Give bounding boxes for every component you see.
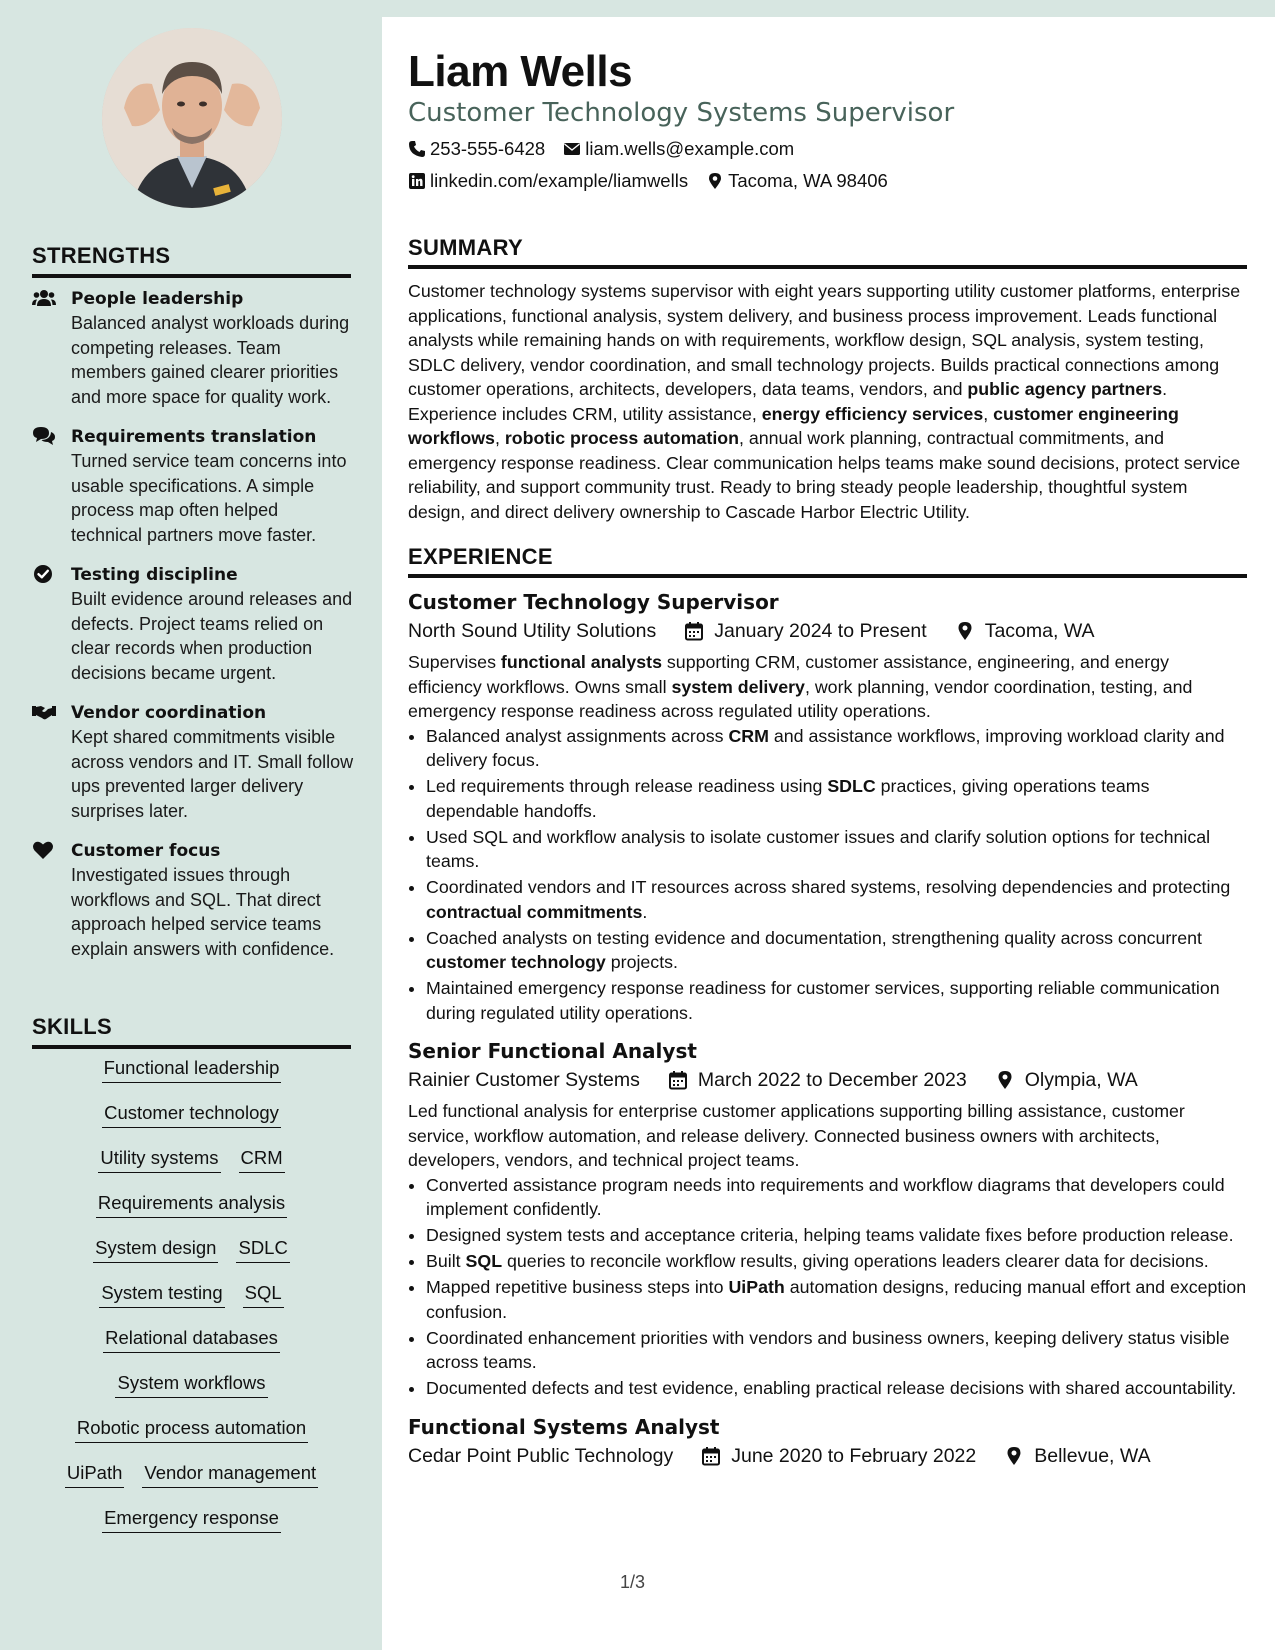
bullet-text: SDLC [827, 776, 876, 796]
strength-desc: Balanced analyst workloads during competing releases. Team members gained clearer priorities and more space for quality work. [71, 313, 350, 407]
bullet-item [426, 1326, 1247, 1375]
skill-row [32, 1507, 351, 1552]
bullet-text: contractual commitments [426, 901, 643, 922]
bullet-text: CRM [728, 725, 769, 746]
strength-desc: Investigated issues through workflows and SQL. That direct approach helped service teams explain answers with confidence. [71, 865, 335, 959]
skill-tag: Vendor management [142, 1462, 318, 1488]
job-entry [408, 1413, 1247, 1471]
bullet-item [426, 1275, 1247, 1324]
skill-tag: Functional leadership [102, 1057, 282, 1083]
map-pin-icon [706, 172, 724, 190]
bullet-text: Coached analysts on testing evidence and documentation, strengthening quality across concurrent [426, 927, 1202, 948]
bullet-text: practices, giving operations teams dependable handoffs. [426, 776, 1150, 821]
skill-row [32, 1282, 351, 1327]
summary-segment: energy efficiency services [761, 403, 984, 424]
skill-tag: SQL [243, 1282, 284, 1308]
bullet-text: automation designs, reducing manual effort and exception confusion. [426, 1277, 1247, 1322]
comments-icon [32, 426, 56, 446]
job-meta [408, 1065, 1247, 1095]
sidebar [0, 0, 382, 1650]
job-description [408, 1099, 1247, 1173]
skill-row [32, 1327, 351, 1372]
job-title: Senior Functional Analyst [408, 1039, 697, 1063]
skill-row [32, 1192, 351, 1237]
job-company: Cedar Point Public Technology [408, 1444, 674, 1467]
summary-segment: . Experience includes CRM, utility assistance, [408, 379, 1168, 424]
email-text: liam.wells@example.com [585, 138, 795, 159]
map-pin-icon [1004, 1446, 1024, 1466]
job-company: North Sound Utility Solutions [408, 620, 657, 642]
strength-item [32, 425, 354, 547]
job-location: Bellevue, WA [1034, 1444, 1151, 1467]
bullet-text: Designed system tests and acceptance criteria, helping teams validate fixes before production release. [426, 1225, 1234, 1245]
strength-item [32, 839, 354, 961]
skill-row [32, 1147, 351, 1192]
job-location: Olympia, WA [1024, 1069, 1138, 1091]
strength-item [32, 287, 354, 409]
summary-segment: , annual work planning, contractual commitments, and emergency response readiness. Clear communication helps teams make sound decisions, protect service reliability, and support community trust. Ready to bring steady people leadership, thoughtful system design, and direct delivery ownership to Cascade Harbor Electric Utility. [408, 428, 1241, 522]
strength-title: Customer focus [71, 841, 221, 861]
bullet-text: projects. [605, 952, 678, 972]
calendar-icon [684, 621, 704, 641]
email-contact[interactable] [563, 133, 794, 165]
skill-tag: System testing [99, 1282, 224, 1308]
job-bullets [408, 724, 1247, 1026]
skills-list [32, 1057, 351, 1552]
linkedin-contact[interactable] [408, 165, 688, 197]
contact-row [408, 133, 1247, 165]
skill-tag: UiPath [65, 1462, 125, 1488]
bullet-text: Converted assistance program needs into requirements and workflow diagrams that developers could implement confidently. [426, 1174, 1225, 1219]
strength-desc: Turned service team concerns into usable specifications. A simple process map often helped technical partners move faster. [71, 451, 347, 545]
check-circle-icon [32, 564, 56, 584]
calendar-icon [701, 1446, 721, 1466]
skill-tag: Relational databases [103, 1327, 280, 1353]
strength-desc: Built evidence around releases and defects. Project teams relied on clear records when production decisions became urgent. [71, 589, 353, 683]
job-description-text: system delivery [671, 676, 805, 697]
map-pin-icon [955, 621, 975, 641]
summary-text [408, 279, 1247, 524]
bullet-text: Mapped repetitive business steps into [426, 1277, 729, 1297]
bullet-item [426, 1376, 1247, 1401]
summary-segment: , [494, 428, 505, 448]
strength-item [32, 701, 354, 823]
job-description-text: , work planning, vendor coordination, testing, and emergency response readiness across regulated utility operations. [408, 676, 1193, 721]
bullet-item [426, 825, 1247, 874]
job-bullets [408, 1173, 1247, 1401]
skill-row [32, 1417, 351, 1462]
experience-heading: EXPERIENCE [408, 544, 1247, 578]
skill-tag: System design [93, 1237, 218, 1263]
bullet-text: Built [426, 1251, 466, 1271]
envelope-icon [563, 140, 581, 158]
job-dates: January 2024 to Present [714, 620, 927, 642]
map-pin-icon [995, 1070, 1015, 1090]
phone-icon [408, 140, 426, 158]
bullet-text: Maintained emergency response readiness for customer services, supporting reliable communication during regulated utility operations. [426, 978, 1220, 1023]
skill-tag: Utility systems [98, 1147, 220, 1173]
bullet-text: Coordinated enhancement priorities with vendors and business owners, keeping delivery status visible across teams. [426, 1327, 1230, 1372]
handshake-icon [32, 702, 56, 722]
bullet-item [426, 926, 1247, 975]
candidate-name: Liam Wells [408, 47, 633, 96]
skill-tag: SDLC [236, 1237, 289, 1263]
skill-row [32, 1372, 351, 1417]
bullet-text: Coordinated vendors and IT resources across shared systems, resolving dependencies and protecting [426, 877, 1231, 897]
bullet-text: . [642, 901, 648, 922]
summary-segment: robotic process automation [504, 428, 739, 448]
main-content [382, 17, 1275, 1650]
skill-tag: CRM [239, 1147, 285, 1173]
summary-segment: public agency partners [967, 379, 1163, 399]
job-title: Customer Technology Supervisor [408, 590, 779, 614]
candidate-role: Customer Technology Systems Supervisor [408, 98, 955, 128]
bullet-item [426, 976, 1247, 1025]
strength-title: People leadership [71, 289, 244, 309]
job-description-text: Supervises [408, 652, 501, 672]
strength-title: Requirements translation [71, 427, 317, 447]
job-description [408, 650, 1247, 724]
linkedin-icon [408, 172, 426, 190]
skill-tag: Robotic process automation [75, 1417, 308, 1443]
phone-text: 253-555-6428 [430, 138, 546, 159]
linkedin-text: linkedin.com/example/liamwells [430, 170, 689, 191]
phone-contact[interactable] [408, 133, 545, 165]
bullet-text: SQL [465, 1251, 503, 1271]
job-company: Rainier Customer Systems [408, 1069, 640, 1091]
bullet-item [426, 1173, 1247, 1222]
job-description-text: Led functional analysis for enterprise customer applications supporting billing assistance, customer service, workflow automation, and release delivery. Connected business owners with architects, developers, vendors, and technical project teams. [408, 1101, 1185, 1170]
strength-desc: Kept shared commitments visible across vendors and IT. Small follow ups prevented larger delivery surprises later. [71, 727, 354, 821]
calendar-icon [668, 1070, 688, 1090]
job-location: Tacoma, WA [984, 620, 1095, 642]
job-dates: June 2020 to February 2022 [731, 1444, 977, 1467]
contact-row [408, 165, 1247, 197]
summary-segment: Customer technology systems supervisor with eight years supporting utility customer platforms, enterprise applications, functional analysis, system delivery, and business process improvement. Leads functional analysts while remaining hands on with requirements, workflow design, SQL analysis, system testing, SDLC delivery, vendor coordination, and small technology projects. Builds practical connections among customer operations, architects, developers, data teams, vendors, and [408, 281, 1241, 399]
bullet-item [426, 875, 1247, 924]
skill-row [32, 1237, 351, 1282]
summary-segment: customer engineering workflows [408, 403, 1179, 448]
bullet-item [426, 1249, 1247, 1274]
skill-row [32, 1057, 351, 1102]
job-description-text: functional analysts [500, 652, 662, 672]
strength-title: Vendor coordination [71, 703, 267, 723]
bullet-text: and assistance workflows, improving workload clarity and delivery focus. [426, 725, 1225, 770]
bullet-text: UiPath [728, 1277, 785, 1297]
job-entry [408, 1037, 1247, 1401]
job-description-text: supporting CRM, customer assistance, engineering, and energy efficiency workflows. Owns small [408, 652, 1170, 697]
strength-item [32, 563, 354, 685]
strengths-list [32, 287, 354, 977]
bullet-text: Led requirements through release readiness using [426, 776, 828, 796]
job-dates: March 2022 to December 2023 [697, 1069, 967, 1091]
summary-segment: , [983, 403, 994, 424]
job-title: Functional Systems Analyst [408, 1414, 720, 1439]
bullet-item [426, 724, 1247, 773]
job-meta [408, 1441, 1247, 1471]
skill-tag: System workflows [115, 1372, 267, 1398]
summary-heading: SUMMARY [408, 235, 1247, 269]
location-text: Tacoma, WA 98406 [728, 170, 888, 191]
bullet-item [426, 1223, 1247, 1248]
location-contact [706, 165, 888, 197]
bullet-item [426, 774, 1247, 823]
bullet-text: Balanced analyst assignments across [426, 725, 729, 746]
skill-tag: Requirements analysis [96, 1192, 287, 1218]
bullet-text: Documented defects and test evidence, enabling practical release decisions with shared accountability. [426, 1378, 1237, 1398]
profile-photo [102, 28, 282, 208]
strengths-heading: STRENGTHS [32, 243, 351, 278]
skill-row [32, 1102, 351, 1147]
users-icon [32, 288, 56, 308]
skill-tag: Customer technology [102, 1102, 281, 1128]
skills-heading: SKILLS [32, 1014, 351, 1049]
bullet-text: queries to reconcile workflow results, giving operations leaders clearer data for decisions. [502, 1251, 1209, 1271]
page-number: 1/3 [620, 1572, 646, 1592]
heart-icon [32, 840, 56, 860]
skill-row [32, 1462, 351, 1507]
bullet-text: Used SQL and workflow analysis to isolate customer issues and clarify solution options for technical teams. [426, 826, 1211, 871]
skill-tag: Emergency response [102, 1507, 281, 1533]
job-meta [408, 616, 1247, 646]
strength-title: Testing discipline [71, 565, 238, 585]
job-entry [408, 588, 1247, 1025]
bullet-text: customer technology [426, 952, 606, 972]
